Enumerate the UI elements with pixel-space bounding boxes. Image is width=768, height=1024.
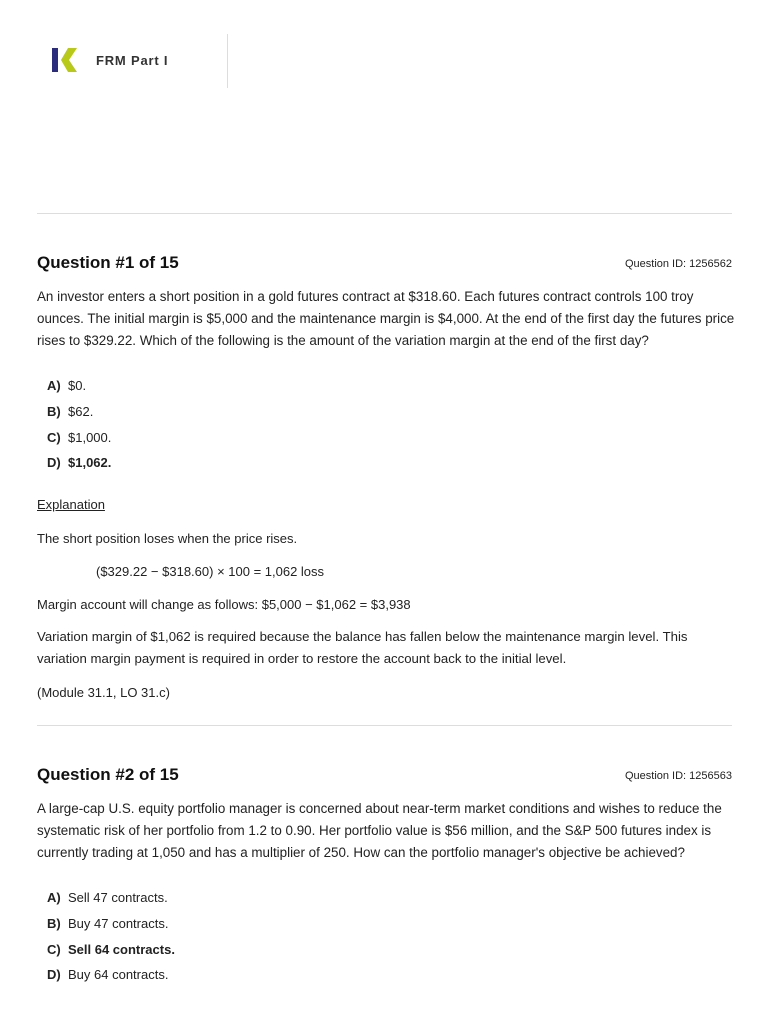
explanation-text: The short position loses when the price rises. — [37, 531, 298, 546]
choice-letter: D) — [47, 455, 61, 471]
question-title: Question #1 of 15 — [37, 253, 179, 272]
choice-d[interactable] — [47, 962, 175, 988]
question-id: Question ID: 1256563 — [624, 770, 732, 782]
choice-text: $62. — [68, 403, 94, 419]
answer-choices — [47, 373, 111, 476]
question-stem: A large-cap U.S. equity portfolio manager is concerned about near-term market conditions and wishes to reduce the systematic risk of her portfolio from 1.2 to 0.90. Her portfolio value is $56 million, and the S&P 500 futures index is currently trading at 1,050 and has a multiplier of 250. How can the portfolio manager's objective be achieved? — [37, 801, 722, 860]
choice-c[interactable] — [47, 937, 175, 963]
choice-letter: B) — [47, 915, 61, 931]
choice-text: Sell 47 contracts. — [68, 890, 168, 905]
section-divider — [37, 213, 732, 214]
choice-b[interactable] — [47, 399, 111, 425]
section-divider — [37, 725, 732, 726]
choice-a[interactable] — [47, 373, 111, 399]
kaplan-logo — [51, 47, 79, 73]
choice-text: Sell 64 contracts. — [68, 941, 175, 957]
choice-text: Buy 64 contracts. — [68, 967, 169, 983]
explanation-text: Margin account will change as follows: $5,000 − $1,062 = $3,938 — [37, 597, 411, 612]
app-title: FRM Part I — [96, 53, 169, 68]
question-title: Question #2 of 15 — [37, 765, 179, 784]
choice-a[interactable] — [47, 885, 175, 911]
choice-c[interactable] — [47, 425, 111, 451]
choice-text: $1,062. — [68, 455, 112, 471]
explanation-link[interactable]: Explanation — [37, 497, 105, 512]
answer-choices — [47, 885, 175, 988]
explanation-text: Variation margin of $1,062 is required because the balance has fallen below the maintenance margin level. This variation margin payment is required in order to restore the account back to the initial level. — [37, 629, 688, 666]
question-id: Question ID: 1256562 — [624, 258, 732, 270]
explanation-calculation: ($329.22 − $318.60) × 100 = 1,062 loss — [96, 564, 325, 579]
choice-letter: B) — [47, 403, 61, 419]
choice-letter: C) — [47, 941, 61, 957]
explanation-reference: (Module 31.1, LO 31.c) — [37, 685, 170, 700]
choice-b[interactable] — [47, 911, 175, 937]
choice-d[interactable] — [47, 450, 111, 476]
choice-text: Buy 47 contracts. — [68, 915, 169, 931]
question-stem: An investor enters a short position in a gold futures contract at $318.60. Each futures contract controls 100 troy ounces. The initial margin is $5,000 and the maintenance margin is $4,000. At the end of the first day the futures price rises to $329.22. Which of the following is the amount of the variation margin at the end of the first day? — [37, 289, 735, 348]
choice-text: $1,000. — [68, 429, 112, 445]
choice-letter: A) — [47, 890, 61, 905]
choice-letter: A) — [47, 378, 61, 393]
choice-letter: D) — [47, 967, 61, 983]
choice-letter: C) — [47, 429, 61, 445]
header-divider — [227, 34, 228, 88]
choice-text: $0. — [68, 378, 87, 393]
page-header — [0, 0, 768, 120]
